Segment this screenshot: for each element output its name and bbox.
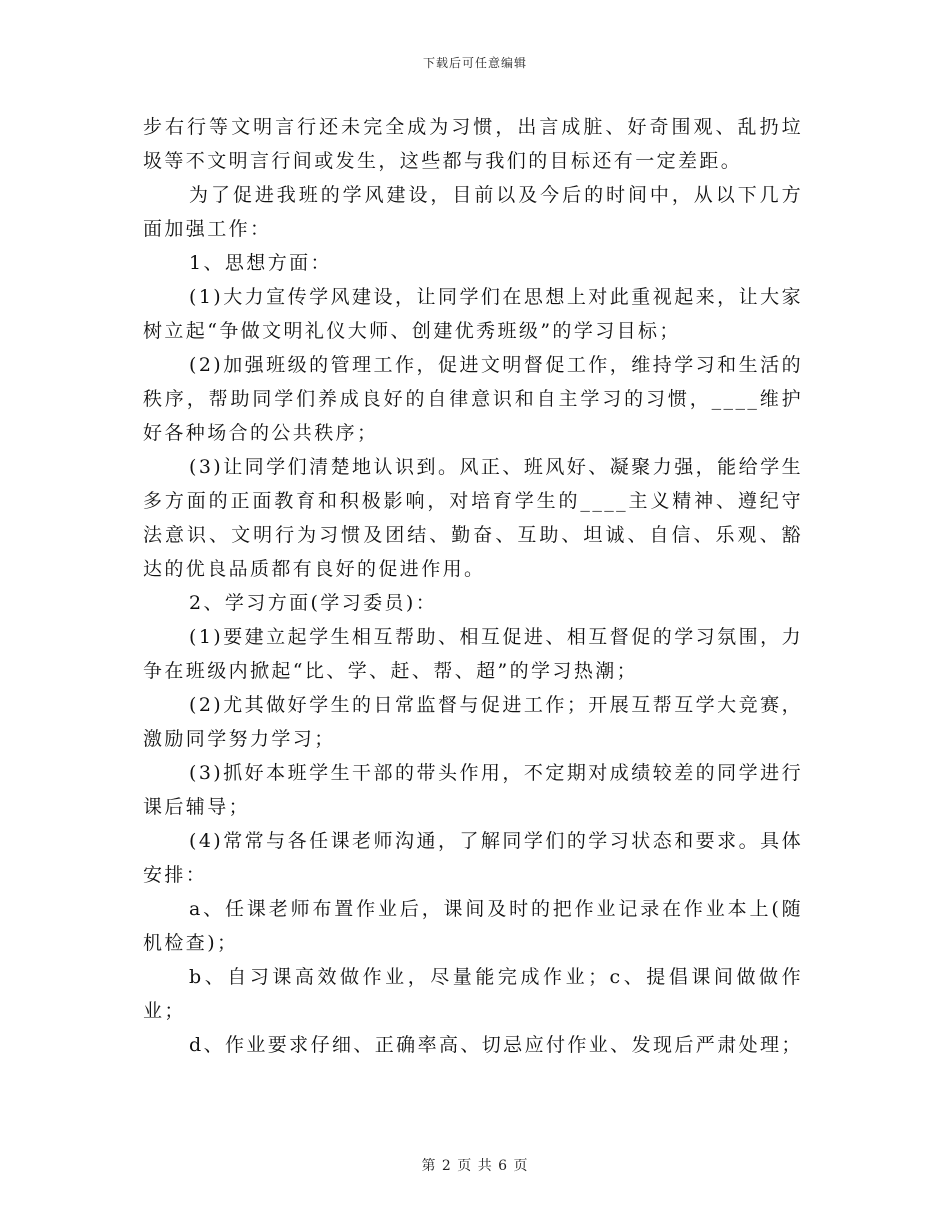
paragraph: 为了促进我班的学风建设，目前以及今后的时间中，从以下几方面加强工作： [143,184,803,240]
list-item: d、作业要求仔细、正确率高、切忌应付作业、发现后严肃处理； [189,1034,803,1056]
list-item: b、自习课高效做作业，尽量能完成作业；c、提倡课间做做作业； [143,966,803,1022]
paragraph: 步右行等文明言行还未完全成为习惯，出言成脏、好奇围观、乱扔垃圾等不文明言行间或发生，这些都与我们的目标还有一定差距。 [143,116,803,172]
list-item: (1)大力宣传学风建设，让同学们在思想上对此重视起来，让大家树立起“争做文明礼仪大师、创建优秀班级”的学习目标； [143,286,803,342]
list-item: (4)常常与各任课老师沟通，了解同学们的学习状态和要求。具体安排： [143,830,803,886]
list-item: (3)抓好本班学生干部的带头作用，不定期对成绩较差的同学进行课后辅导； [143,762,803,818]
page-number: 第 2 页 共 6 页 [421,1158,529,1174]
list-item: (1)要建立起学生相互帮助、相互促进、相互督促的学习氛围，力争在班级内掀起“比、学、赶、帮、超”的学习热潮； [143,626,803,682]
page-header-note: 下载后可任意编辑 [422,56,527,70]
document-body [143,110,803,1062]
list-item: a、任课老师布置作业后，课间及时的把作业记录在作业本上(随机检查)； [143,898,803,954]
section-heading: 1、思想方面： [189,252,332,274]
list-item: (3)让同学们清楚地认识到。风正、班风好、凝聚力强，能给学生多方面的正面教育和积极影响，对培育学生的____主义精神、遵纪守法意识、文明行为习惯及团结、勤奋、互助、坦诚、自信、乐观、豁达的优良品质都有良好的促进作用。 [143,456,803,580]
section-heading: 2、学习方面(学习委员)： [189,592,438,614]
list-item: (2)加强班级的管理工作，促进文明督促工作，维持学习和生活的秩序，帮助同学们养成良好的自律意识和自主学习的习惯，____维护好各种场合的公共秩序； [143,354,803,444]
list-item: (2)尤其做好学生的日常监督与促进工作；开展互帮互学大竞赛，激励同学努力学习； [143,694,803,750]
